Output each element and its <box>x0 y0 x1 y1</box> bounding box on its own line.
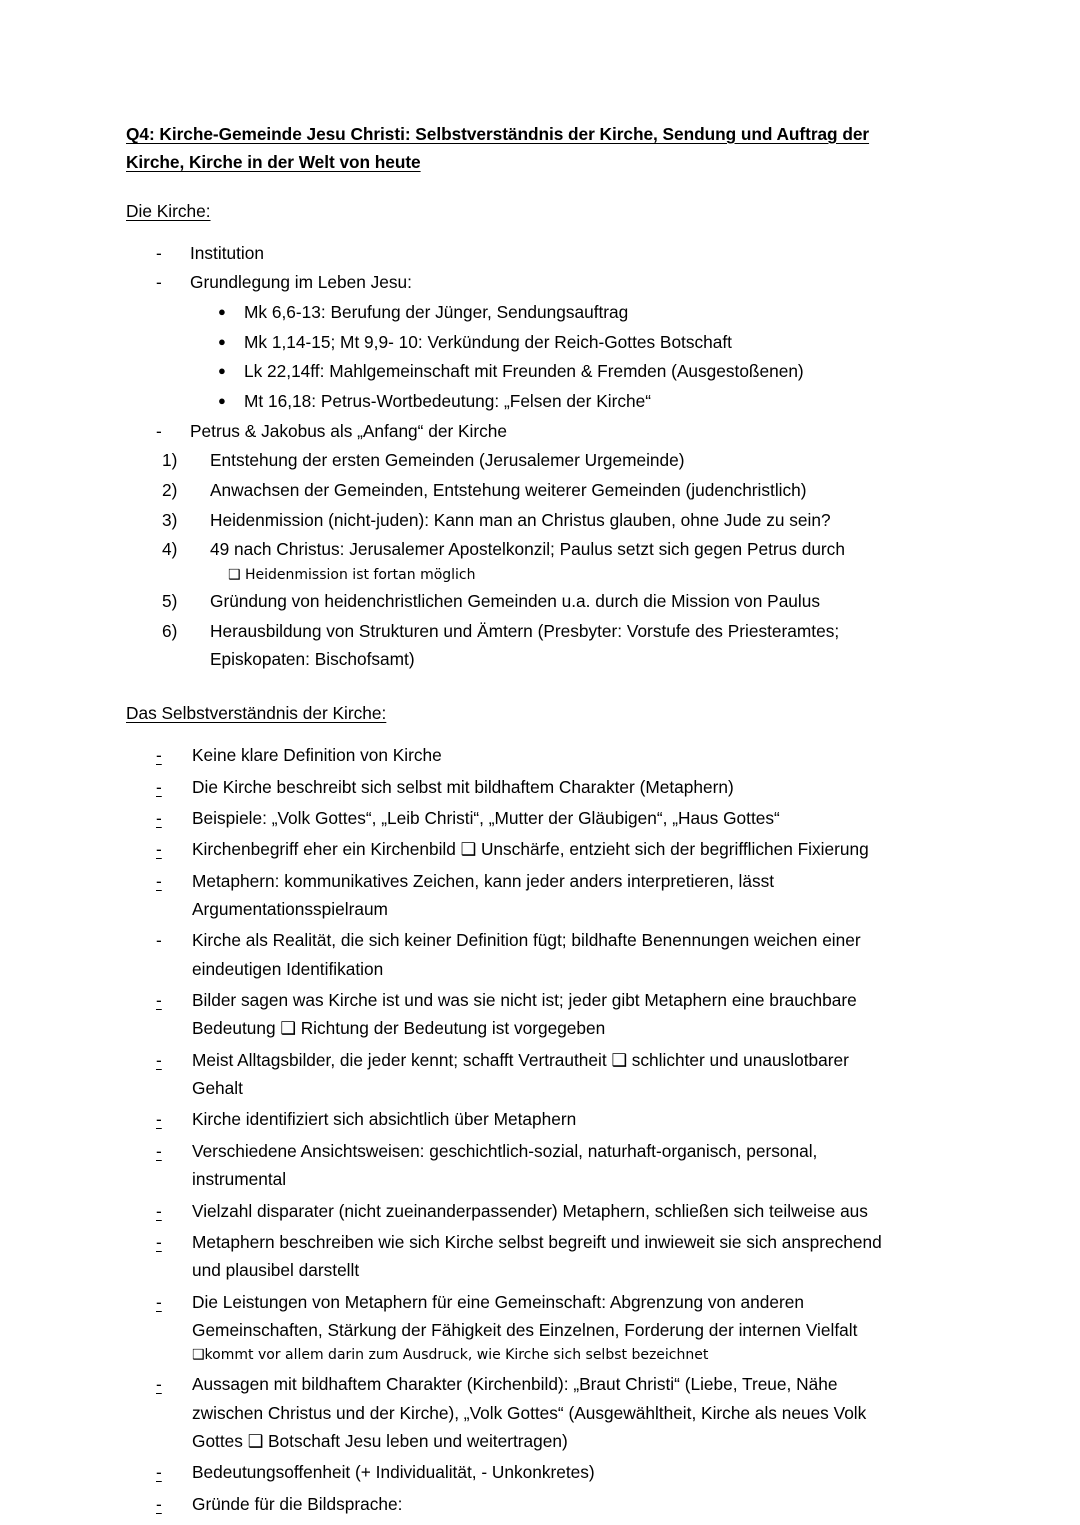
list-item <box>126 835 930 863</box>
dash-marker: - <box>156 839 162 860</box>
list-item <box>126 926 930 983</box>
list-item-text: Grundlegung im Leben Jesu: <box>190 272 412 293</box>
dash-marker: - <box>156 1231 162 1252</box>
list-item <box>126 1288 930 1368</box>
number-marker: 6) <box>162 621 178 642</box>
list-item-text: Anwachsen der Gemeinden, Entstehung weiterer Gemeinden (judenchristlich) <box>210 480 807 501</box>
list-item <box>126 986 930 1043</box>
section-selbstverstaendnis <box>126 700 930 1519</box>
dash-marker: - <box>156 807 162 828</box>
list-item-text: Meist Alltagsbilder, die jeder kennt; schafft Vertrautheit ❑ schlichter und unauslotbarer <box>192 1049 849 1070</box>
list-item <box>126 507 930 535</box>
list-item-continuation-2: ❑kommt vor allem darin zum Ausdruck, wie Kirche sich selbst bezeichnet <box>192 1347 709 1364</box>
list-item-text: Aussagen mit bildhaftem Charakter (Kirchenbild): „Braut Christi“ (Liebe, Treue, Nähe <box>192 1374 838 1395</box>
list-item-text: Gründe für die Bildsprache: <box>192 1493 403 1514</box>
list-item-text: Beispiele: „Volk Gottes“, „Leib Christi“, „Mutter der Gläubigen“, „Haus Gottes“ <box>192 807 780 828</box>
bullet-marker: ● <box>218 393 226 409</box>
list-item-text: Bedeutungsoffenheit (+ Individualität, - Unkonkretes) <box>192 1462 595 1483</box>
list-item-continuation: Episkopaten: Bischofsamt) <box>210 648 415 669</box>
page-title: Q4: Kirche-Gemeinde Jesu Christi: Selbstverständnis der Kirche, Sendung und Auftrag der Kirche, Kirche in der Welt von heute <box>126 124 870 173</box>
list-item-text: Keine klare Definition von Kirche <box>192 745 442 766</box>
list-item <box>126 773 930 801</box>
bullet-marker: ● <box>218 363 226 379</box>
dash-marker: - <box>156 242 162 263</box>
list-item-text: Verschiedene Ansichtsweisen: geschichtlich-sozial, naturhaft-organisch, personal, <box>192 1140 818 1161</box>
list-selbstverstaendnis <box>126 741 930 1518</box>
list-item <box>126 1137 930 1194</box>
dash-marker: - <box>156 930 162 951</box>
list-item-text: Mt 16,18: Petrus-Wortbedeutung: „Felsen der Kirche“ <box>244 391 651 412</box>
dash-marker: - <box>156 272 162 293</box>
list-item <box>126 536 930 586</box>
bullet-marker: ● <box>218 333 226 349</box>
list-item-continuation: instrumental <box>192 1169 287 1190</box>
list-item <box>126 1490 930 1518</box>
list-item <box>126 299 930 327</box>
dash-marker: - <box>156 990 162 1011</box>
list-item-text: 49 nach Christus: Jerusalemer Apostelkonzil; Paulus setzt sich gegen Petrus durch <box>210 539 845 560</box>
list-item-continuation: Bedeutung ❑ Richtung der Bedeutung ist vorgegeben <box>192 1018 606 1039</box>
list-item <box>126 588 930 616</box>
list-item <box>126 1105 930 1133</box>
list-item <box>126 1458 930 1486</box>
section-heading-1: Die Kirche: <box>126 201 211 222</box>
list-item-text: Mk 6,6-13: Berufung der Jünger, Sendungsauftrag <box>244 302 629 323</box>
dash-marker: - <box>156 1374 162 1395</box>
list-item-text: Bilder sagen was Kirche ist und was sie nicht ist; jeder gibt Metaphern eine brauchbare <box>192 990 857 1011</box>
list-item <box>126 447 930 475</box>
list-item <box>126 1370 930 1455</box>
dash-marker: - <box>156 745 162 766</box>
number-marker: 4) <box>162 539 178 560</box>
list-item <box>126 418 930 446</box>
list-item <box>126 1046 930 1103</box>
list-item-continuation: Gemeinschaften, Stärkung der Fähigkeit des Einzelnen, Forderung der internen Vielfalt <box>192 1320 858 1340</box>
list-item-subtext: ❑ Heidenmission ist fortan möglich <box>228 567 476 584</box>
list-item <box>126 329 930 357</box>
list-item-continuation: eindeutigen Identifikation <box>192 958 384 979</box>
list-item-text: Heidenmission (nicht-juden): Kann man an Christus glauben, ohne Jude zu sein? <box>210 509 831 530</box>
section-die-kirche <box>126 198 930 673</box>
list-item <box>126 867 930 924</box>
list-item <box>126 269 930 297</box>
list-item <box>126 618 930 673</box>
list-item <box>126 477 930 505</box>
list-item-text: Die Leistungen von Metaphern für eine Gemeinschaft: Abgrenzung von anderen <box>192 1291 804 1312</box>
list-item <box>126 1228 930 1285</box>
dash-marker: - <box>156 870 162 891</box>
dash-marker: - <box>156 776 162 797</box>
list-item-text: Mk 1,14-15; Mt 9,9- 10: Verkündung der Reich-Gottes Botschaft <box>244 331 732 352</box>
list-item-text: Die Kirche beschreibt sich selbst mit bildhaftem Charakter (Metaphern) <box>192 776 734 797</box>
list-item <box>126 1197 930 1225</box>
list-item-text: Kirchenbegriff eher ein Kirchenbild ❑ Unschärfe, entzieht sich der begrifflichen Fixierung <box>192 839 869 860</box>
dash-marker: - <box>156 1200 162 1221</box>
list-item <box>126 358 930 386</box>
list-item-text: Vielzahl disparater (nicht zueinanderpassender) Metaphern, schließen sich teilweise aus <box>192 1200 868 1221</box>
list-item-continuation-2: Gottes ❑ Botschaft Jesu leben und weitertragen) <box>192 1431 568 1452</box>
list-item-text: Kirche identifiziert sich absichtlich über Metaphern <box>192 1109 577 1130</box>
dash-marker: - <box>156 1049 162 1070</box>
dash-marker: - <box>156 1109 162 1130</box>
list-item <box>126 741 930 769</box>
list-item-continuation: Argumentationsspielraum <box>192 898 388 919</box>
list-die-kirche <box>126 240 930 674</box>
bullet-marker: ● <box>218 304 226 320</box>
list-item-continuation: und plausibel darstellt <box>192 1260 360 1281</box>
list-item-continuation: Gehalt <box>192 1078 243 1099</box>
dash-marker: - <box>156 1291 162 1312</box>
list-item-text: Entstehung der ersten Gemeinden (Jerusalemer Urgemeinde) <box>210 450 685 471</box>
list-item-text: Petrus & Jakobus als „Anfang“ der Kirche <box>190 420 507 441</box>
list-item <box>126 388 930 416</box>
number-marker: 2) <box>162 480 178 501</box>
dash-marker: - <box>156 1493 162 1514</box>
list-item <box>126 240 930 268</box>
list-item <box>126 804 930 832</box>
list-item-text: Metaphern beschreiben wie sich Kirche selbst begreift und inwieweit sie sich ansprechend <box>192 1231 882 1252</box>
list-item-text: Metaphern: kommunikatives Zeichen, kann jeder anders interpretieren, lässt <box>192 870 775 891</box>
dash-marker: - <box>156 420 162 441</box>
number-marker: 5) <box>162 591 178 612</box>
list-item-text: Institution <box>190 242 264 263</box>
list-item-text: Lk 22,14ff: Mahlgemeinschaft mit Freunden & Fremden (Ausgestoßenen) <box>244 361 804 382</box>
section-heading-2: Das Selbstverständnis der Kirche: <box>126 702 387 723</box>
number-marker: 3) <box>162 509 178 530</box>
dash-marker: - <box>156 1140 162 1161</box>
list-item-text: Kirche als Realität, die sich keiner Definition fügt; bildhafte Benennungen weichen einer <box>192 930 861 951</box>
list-item-continuation: zwischen Christus und der Kirche), „Volk Gottes“ (Ausgewähltheit, Kirche als neues Volk <box>192 1402 867 1423</box>
list-item-text: Gründung von heidenchristlichen Gemeinden u.a. durch die Mission von Paulus <box>210 591 821 612</box>
number-marker: 1) <box>162 450 178 471</box>
dash-marker: - <box>156 1462 162 1483</box>
list-item-text: Herausbildung von Strukturen und Ämtern (Presbyter: Vorstufe des Priesteramtes; <box>210 621 840 642</box>
